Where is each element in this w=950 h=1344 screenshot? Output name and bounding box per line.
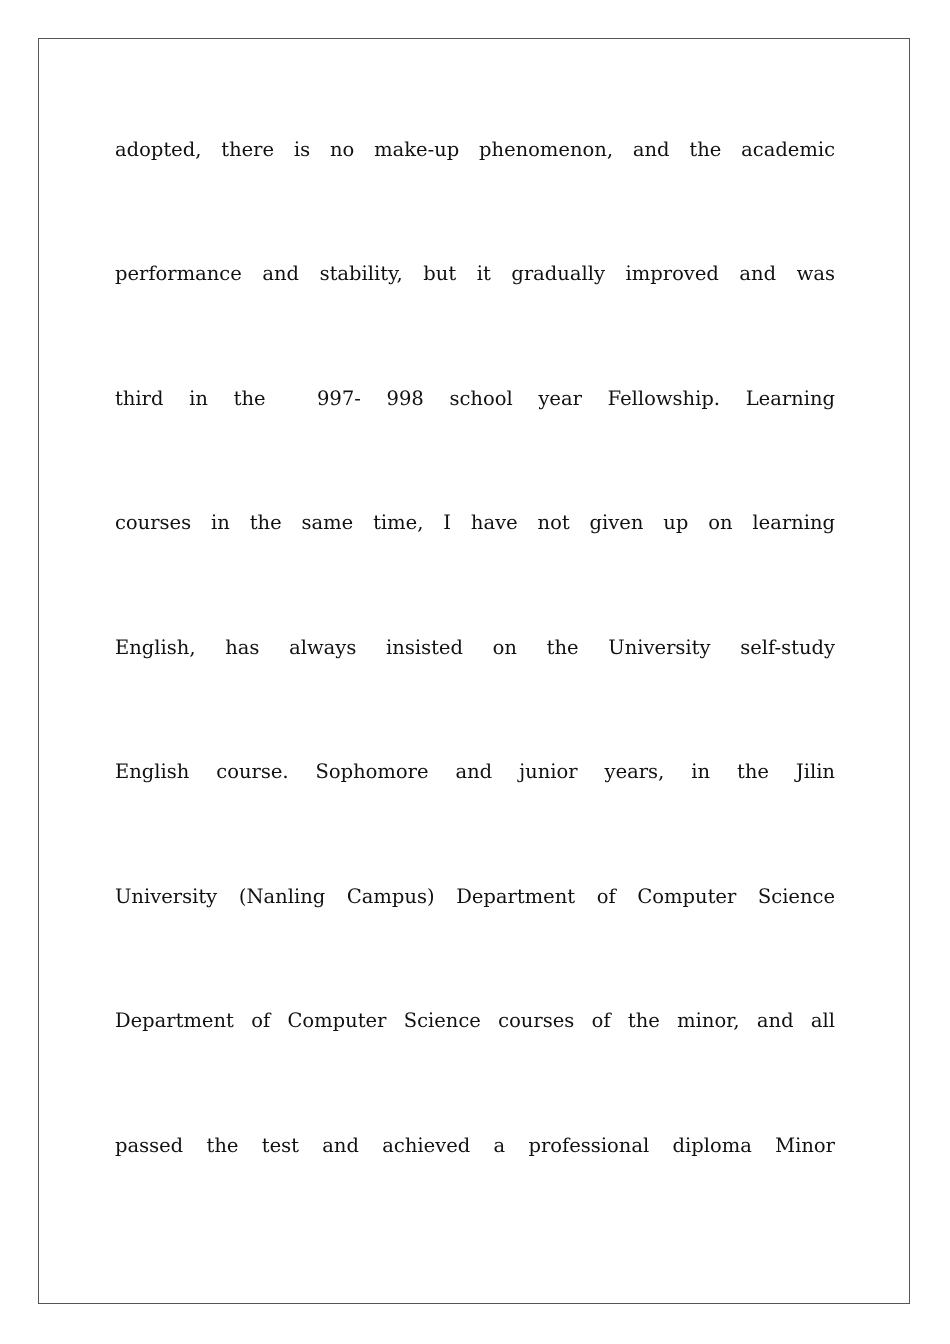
text-line-6: English course. Sophomore and junior years, in the Jilin	[115, 760, 835, 783]
text-line-7: University (Nanling Campus) Department of Computer Science	[115, 885, 835, 908]
text-line-3: third in the 997- 998 school year Fellowship. Learning	[115, 387, 835, 410]
text-line-2: performance and stability, but it gradually improved and was	[115, 262, 835, 285]
text-line-1: adopted, there is no make-up phenomenon, and the academic	[115, 138, 835, 161]
text-line-8: Department of Computer Science courses of the minor, and all	[115, 1009, 835, 1032]
text-line-4: courses in the same time, I have not given up on learning	[115, 511, 835, 534]
page-frame	[38, 38, 910, 1304]
text-line-9: passed the test and achieved a professional diploma Minor	[115, 1134, 835, 1157]
text-line-5: English, has always insisted on the University self-study	[115, 636, 835, 659]
